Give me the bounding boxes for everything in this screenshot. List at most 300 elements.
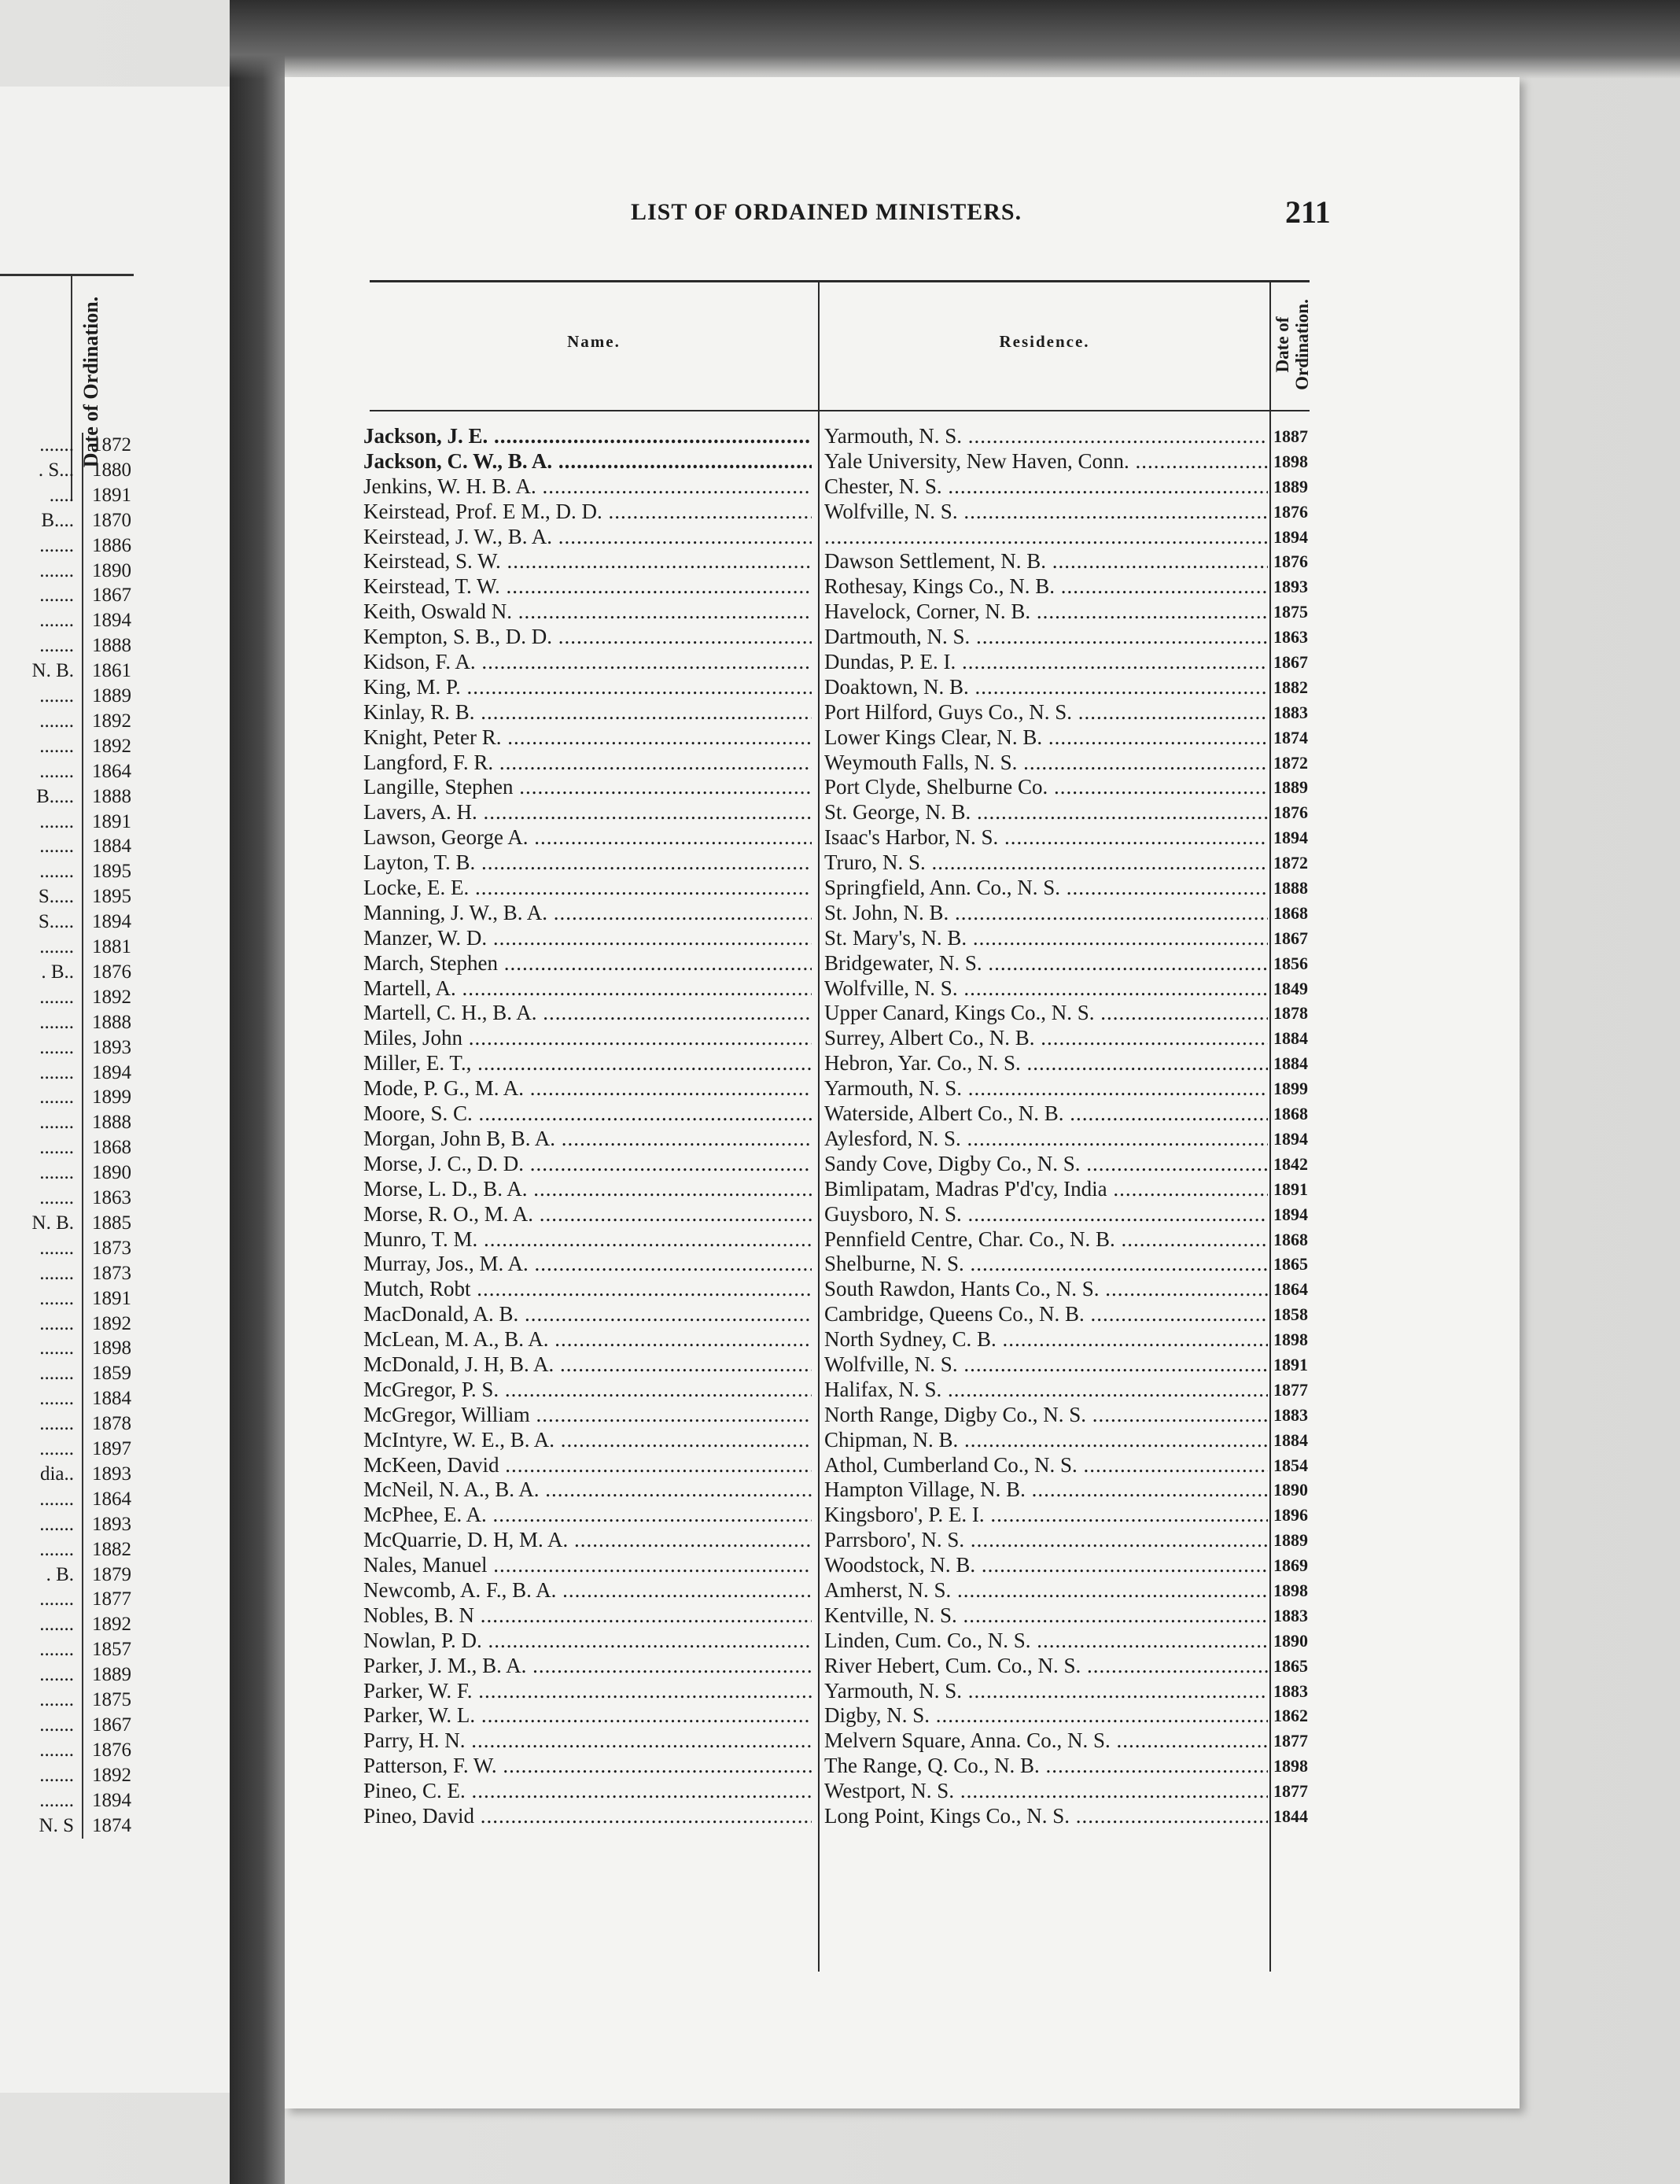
left-page-year: 1892	[82, 1763, 140, 1788]
left-page-fragment-text: .......	[39, 610, 74, 632]
ordination-date: 1877	[1273, 1379, 1308, 1400]
minister-residence: Halifax, N. S. .....	[824, 1378, 1268, 1402]
table-row	[363, 448, 1310, 474]
left-page-year: 1895	[82, 884, 140, 909]
table-row	[363, 599, 1310, 625]
minister-name: Patterson, F. W. .....	[363, 1754, 812, 1778]
table-row	[363, 1503, 1310, 1528]
minister-residence: Long Point, Kings Co., N. S. .....	[824, 1804, 1268, 1828]
left-page-row	[0, 1160, 138, 1186]
left-page-year: 1891	[82, 1286, 140, 1312]
left-page-fragment-text: .......	[39, 936, 74, 957]
minister-residence: Shelburne, N. S. .....	[824, 1252, 1268, 1276]
ordination-date: 1891	[1273, 1179, 1308, 1199]
table-row	[363, 925, 1310, 951]
minister-residence: Yale University, New Haven, Conn. .....	[824, 449, 1268, 474]
left-page-fragment-text: N. B.	[31, 1212, 74, 1234]
left-page-fragment-text: S.....	[38, 911, 74, 933]
left-page-year: 1864	[82, 759, 140, 784]
left-page-fragment-text: .......	[39, 434, 74, 456]
table-row	[363, 1377, 1310, 1403]
table-row	[363, 549, 1310, 574]
left-page-year: 1894	[82, 1788, 140, 1813]
left-page-fragment-text: . S...	[38, 459, 74, 481]
left-page-row	[0, 1537, 138, 1562]
ordination-date: 1876	[1273, 802, 1308, 823]
left-page-fragment-text: .......	[39, 635, 74, 657]
header-date-text: Date of Ordination.	[1273, 299, 1312, 390]
minister-name: Morse, R. O., M. A. .....	[363, 1202, 812, 1227]
minister-residence: Guysboro, N. S. .....	[824, 1202, 1268, 1227]
left-page-year: 1879	[82, 1562, 140, 1588]
ordination-date: 1890	[1273, 1630, 1308, 1651]
left-page-year: 1882	[82, 1537, 140, 1562]
minister-name: Morgan, John B, B. A. .....	[363, 1127, 812, 1151]
left-page-row	[0, 1662, 138, 1688]
table-row	[363, 1402, 1310, 1428]
ordination-date: 1899	[1273, 1079, 1308, 1099]
left-page-row	[0, 734, 138, 759]
left-page-fragment-text: .......	[39, 1538, 74, 1560]
left-page-year: 1891	[82, 810, 140, 835]
table-row	[363, 699, 1310, 725]
minister-name: Martell, A. .....	[363, 976, 812, 1001]
left-page-row	[0, 1085, 138, 1110]
left-page-row	[0, 884, 138, 909]
left-page-fragment-text: .......	[39, 1363, 74, 1385]
left-page-row	[0, 1637, 138, 1662]
minister-name: Pineo, C. E. .....	[363, 1779, 812, 1803]
table-row	[363, 1754, 1310, 1779]
header-date	[1271, 283, 1310, 409]
left-page-year: 1884	[82, 1386, 140, 1411]
minister-residence: South Rawdon, Hants Co., N. S. .....	[824, 1277, 1268, 1301]
left-page-fragment-text: .......	[39, 1639, 74, 1661]
minister-residence: Rothesay, Kings Co., N. B. .....	[824, 574, 1268, 599]
left-page-row	[0, 1713, 138, 1738]
minister-name: Kidson, F. A. .....	[363, 650, 812, 674]
left-page-row	[0, 985, 138, 1010]
left-page-year: 1893	[82, 1462, 140, 1487]
table-row	[363, 1628, 1310, 1654]
minister-residence: Cambridge, Queens Co., N. B. .....	[824, 1302, 1268, 1326]
ordination-date: 1849	[1273, 978, 1308, 998]
left-page-fragment-text: .......	[39, 986, 74, 1008]
minister-name: Keirstead, T. W. .....	[363, 574, 812, 599]
table-row	[363, 1227, 1310, 1252]
left-page-year: 1868	[82, 1135, 140, 1160]
ordination-date: 1844	[1273, 1806, 1308, 1826]
left-page-year: 1873	[82, 1236, 140, 1261]
left-page-year: 1874	[82, 1813, 140, 1839]
left-page-fragment-text: dia..	[39, 1463, 74, 1485]
left-page-year: 1867	[82, 583, 140, 608]
ordination-date: 1877	[1273, 1781, 1308, 1802]
ordination-date: 1869	[1273, 1555, 1308, 1576]
minister-name: March, Stephen .....	[363, 951, 812, 976]
left-page-year: 1892	[82, 734, 140, 759]
table-row	[363, 1553, 1310, 1578]
table-row	[363, 1252, 1310, 1277]
minister-residence: Parrsboro', N. S. .....	[824, 1528, 1268, 1552]
ordination-date: 1875	[1273, 602, 1308, 622]
left-page-year: 1892	[82, 709, 140, 734]
ordination-date: 1889	[1273, 777, 1308, 798]
left-page-row	[0, 608, 138, 633]
ordination-date: 1877	[1273, 1731, 1308, 1751]
left-page-fragment-text: .......	[39, 1413, 74, 1435]
ordination-date: 1858	[1273, 1304, 1308, 1325]
left-page-row	[0, 533, 138, 559]
minister-name: McQuarrie, D. H, M. A. .....	[363, 1528, 812, 1552]
left-page-row	[0, 483, 138, 508]
minister-name: Parker, W. F. .....	[363, 1679, 812, 1703]
table-row	[363, 1653, 1310, 1679]
minister-residence: Yarmouth, N. S. .....	[824, 424, 1268, 448]
ordination-date: 1883	[1273, 1605, 1308, 1625]
left-page-fragment-text: .......	[39, 1086, 74, 1109]
ordination-date: 1889	[1273, 1530, 1308, 1551]
left-page-year: 1897	[82, 1437, 140, 1462]
minister-name: Murray, Jos., M. A. .....	[363, 1252, 812, 1276]
ordination-date: 1898	[1273, 1756, 1308, 1776]
left-page-row	[0, 1261, 138, 1286]
ordination-date: 1894	[1273, 1128, 1308, 1149]
table-row	[363, 1151, 1310, 1177]
table-row	[363, 1703, 1310, 1728]
left-page-year: 1878	[82, 1411, 140, 1437]
minister-name: Pineo, David .....	[363, 1804, 812, 1828]
left-page-row	[0, 1312, 138, 1337]
ordination-date: 1867	[1273, 652, 1308, 673]
minister-residence: Springfield, Ann. Co., N. S. .....	[824, 876, 1268, 900]
table-row	[363, 1076, 1310, 1101]
ordination-date: 1872	[1273, 853, 1308, 873]
left-page-year: 1859	[82, 1361, 140, 1386]
left-page-year: 1863	[82, 1186, 140, 1211]
ordination-date: 1868	[1273, 1229, 1308, 1249]
left-page-row	[0, 1462, 138, 1487]
ordination-date: 1863	[1273, 627, 1308, 647]
book-gutter	[230, 0, 285, 2184]
left-page-row	[0, 1386, 138, 1411]
ordination-date: 1891	[1273, 1354, 1308, 1374]
minister-name: Moore, S. C. .....	[363, 1101, 812, 1126]
left-page-row	[0, 784, 138, 810]
minister-name: Parry, H. N. .....	[363, 1728, 812, 1753]
left-page-fragment-text: .......	[39, 735, 74, 757]
table-row	[363, 574, 1310, 599]
left-page-fragment-text: .......	[39, 836, 74, 858]
top-shadow	[230, 0, 1680, 79]
minister-residence: Truro, N. S. .....	[824, 850, 1268, 875]
left-page-fragment-text: .......	[39, 1011, 74, 1033]
minister-residence: Isaac's Harbor, N. S. .....	[824, 825, 1268, 850]
table-row	[363, 1327, 1310, 1352]
page-title: LIST OF ORDAINED MINISTERS.	[631, 199, 1022, 225]
minister-name: Nowlan, P. D. .....	[363, 1629, 812, 1653]
table-row	[363, 1176, 1310, 1202]
left-page-row	[0, 1763, 138, 1788]
left-page-fragment-text: .......	[39, 1739, 74, 1761]
left-page-fragment-text: .......	[39, 1664, 74, 1686]
left-page-row	[0, 1587, 138, 1612]
minister-name: Jenkins, W. H. B. A. .....	[363, 474, 812, 499]
left-page-fragment-text: .......	[39, 810, 74, 832]
ordination-date: 1876	[1273, 552, 1308, 572]
minister-residence: Lower Kings Clear, N. B. .....	[824, 725, 1268, 750]
minister-name: Nobles, B. N .....	[363, 1603, 812, 1628]
table-row	[363, 976, 1310, 1002]
table-row	[363, 1603, 1310, 1629]
left-page-fragment-text: N. S	[39, 1814, 74, 1836]
left-page-fragment-text: B....	[41, 509, 74, 531]
left-page-year: 1875	[82, 1688, 140, 1713]
minister-residence: St. John, N. B. .....	[824, 901, 1268, 925]
minister-name: Morse, J. C., D. D. .....	[363, 1152, 812, 1176]
left-page-year: 1884	[82, 834, 140, 859]
left-page-row	[0, 1411, 138, 1437]
ordination-date: 1883	[1273, 1680, 1308, 1701]
left-page-fragment-text: .......	[39, 1764, 74, 1786]
left-page-fragment-text: .......	[39, 710, 74, 732]
ordination-date: 1878	[1273, 1003, 1308, 1024]
minister-residence: Westport, N. S. .....	[824, 1779, 1268, 1803]
left-page-year: 1889	[82, 684, 140, 709]
ordination-date: 1865	[1273, 1655, 1308, 1676]
minister-residence: Digby, N. S. .....	[824, 1703, 1268, 1728]
table-row	[363, 474, 1310, 500]
left-page-row	[0, 433, 138, 458]
page	[285, 77, 1520, 2108]
left-page-year: 1891	[82, 483, 140, 508]
minister-name: McDonald, J. H, B. A. .....	[363, 1352, 812, 1377]
left-page-fragment-text: .......	[39, 1714, 74, 1736]
left-page-year: 1892	[82, 985, 140, 1010]
left-page-fragment	[0, 87, 233, 2093]
left-page-year: 1889	[82, 1662, 140, 1688]
minister-residence: Amherst, N. S. .....	[824, 1578, 1268, 1603]
left-page-row	[0, 859, 138, 884]
minister-name: Keirstead, Prof. E M., D. D. .....	[363, 500, 812, 524]
left-page-year: 1893	[82, 1512, 140, 1537]
left-page-fragment-text: .......	[39, 1162, 74, 1184]
left-page-fragment-text: N. B.	[31, 660, 74, 682]
ordination-date: 1898	[1273, 451, 1308, 471]
table-row	[363, 1101, 1310, 1127]
table-row	[363, 1779, 1310, 1804]
minister-name: Locke, E. E. .....	[363, 876, 812, 900]
minister-residence: Chipman, N. B. .....	[824, 1428, 1268, 1452]
minister-residence: Waterside, Albert Co., N. B. .....	[824, 1101, 1268, 1126]
ordination-date: 1872	[1273, 752, 1308, 773]
table-row	[363, 876, 1310, 901]
minister-residence: Bridgewater, N. S. .....	[824, 951, 1268, 976]
minister-name: Parker, W. L. .....	[363, 1703, 812, 1728]
left-page-year: 1876	[82, 960, 140, 985]
minister-name: Nales, Manuel .....	[363, 1553, 812, 1577]
ordination-date: 1842	[1273, 1153, 1308, 1174]
table-row	[363, 1678, 1310, 1704]
left-page-row	[0, 1487, 138, 1512]
left-page-year: 1867	[82, 1713, 140, 1738]
left-page-row	[0, 583, 138, 608]
minister-name: McPhee, E. A. .....	[363, 1503, 812, 1527]
left-page-row	[0, 1437, 138, 1462]
ordination-date: 1867	[1273, 928, 1308, 948]
minister-name: McGregor, P. S. .....	[363, 1378, 812, 1402]
left-page-row	[0, 960, 138, 985]
table-row	[363, 1803, 1310, 1829]
left-page-year: 1872	[82, 433, 140, 458]
left-page-fragment-text: .......	[39, 1112, 74, 1134]
table-row	[363, 850, 1310, 876]
left-page-row	[0, 559, 138, 584]
left-page-fragment-text: .......	[39, 1337, 74, 1359]
minister-name: Miles, John .....	[363, 1026, 812, 1050]
left-page-fragment-text: .......	[39, 585, 74, 607]
left-page-year: 1861	[82, 659, 140, 684]
minister-residence: Bimlipatam, Madras P'd'cy, India .....	[824, 1177, 1268, 1201]
minister-residence: St. George, N. B. .....	[824, 800, 1268, 825]
table-row	[363, 650, 1310, 675]
table-row	[363, 1026, 1310, 1051]
left-page-year: 1893	[82, 1035, 140, 1061]
left-page-row	[0, 709, 138, 734]
minister-name: Keirstead, S. W. .....	[363, 549, 812, 574]
left-page-year: 1888	[82, 633, 140, 659]
ordination-date: 1884	[1273, 1028, 1308, 1049]
minister-name: Manzer, W. D. .....	[363, 926, 812, 950]
left-page-year: 1873	[82, 1261, 140, 1286]
ordination-date: 1889	[1273, 476, 1308, 496]
left-page-fragment-text: .......	[39, 1614, 74, 1636]
table-row	[363, 800, 1310, 825]
ordination-date: 1894	[1273, 526, 1308, 547]
table-row	[363, 775, 1310, 800]
ordination-date: 1888	[1273, 878, 1308, 898]
left-page-row	[0, 1286, 138, 1312]
minister-residence: Melvern Square, Anna. Co., N. S. .....	[824, 1728, 1268, 1753]
minister-name: Langford, F. R. .....	[363, 751, 812, 775]
table-row	[363, 424, 1310, 449]
minister-residence: Pennfield Centre, Char. Co., N. B. .....	[824, 1227, 1268, 1252]
minister-residence	[824, 525, 1268, 549]
table-row	[363, 725, 1310, 751]
ordination-date: 1874	[1273, 727, 1308, 747]
left-page-year: 1894	[82, 909, 140, 935]
left-page-row	[0, 1688, 138, 1713]
minister-name: Kinlay, R. B. .....	[363, 700, 812, 725]
left-page-row	[0, 1035, 138, 1061]
minister-residence: The Range, Q. Co., N. B. .....	[824, 1754, 1268, 1778]
minister-name: MacDonald, A. B. .....	[363, 1302, 812, 1326]
minister-name: Lavers, A. H. .....	[363, 800, 812, 825]
table-row	[363, 1001, 1310, 1026]
left-page-year: 1885	[82, 1211, 140, 1236]
minister-residence: North Range, Digby Co., N. S. .....	[824, 1403, 1268, 1427]
minister-name: Jackson, C. W., B. A. .....	[363, 449, 812, 474]
ordination-date: 1865	[1273, 1254, 1308, 1275]
left-page-year: 1880	[82, 458, 140, 483]
minister-residence: Hampton Village, N. B. .....	[824, 1478, 1268, 1502]
ordination-date: 1890	[1273, 1480, 1308, 1500]
ordination-date: 1896	[1273, 1505, 1308, 1525]
left-page-row	[0, 1361, 138, 1386]
left-page-row	[0, 810, 138, 835]
minister-name: McNeil, N. A., B. A. .....	[363, 1478, 812, 1502]
left-page-fragment-text: .......	[39, 685, 74, 706]
left-page-fragment-text: . B..	[41, 961, 74, 983]
left-page-fragment-text: .......	[39, 1438, 74, 1459]
left-page-year: 1888	[82, 784, 140, 810]
minister-residence: St. Mary's, N. B. .....	[824, 926, 1268, 950]
table-header-rule	[370, 410, 1310, 411]
left-page-year: 1888	[82, 1010, 140, 1035]
minister-name: Jackson, J. E. .....	[363, 424, 812, 448]
minister-residence: Hebron, Yar. Co., N. S. .....	[824, 1051, 1268, 1075]
table-row	[363, 524, 1310, 550]
left-page-row	[0, 1211, 138, 1236]
left-page-fragment-text: . B.	[46, 1563, 74, 1585]
minister-name: Newcomb, A. F., B. A. .....	[363, 1578, 812, 1603]
table-row	[363, 750, 1310, 776]
minister-name: Munro, T. M. .....	[363, 1227, 812, 1252]
minister-name: Lawson, George A. .....	[363, 825, 812, 850]
left-page-row	[0, 935, 138, 960]
table-row	[363, 1352, 1310, 1378]
left-page-year: 1888	[82, 1110, 140, 1135]
minister-name: Knight, Peter R. .....	[363, 725, 812, 750]
minister-residence: Upper Canard, Kings Co., N. S. .....	[824, 1001, 1268, 1025]
minister-residence: Sandy Cove, Digby Co., N. S. .....	[824, 1152, 1268, 1176]
left-page-year: 1857	[82, 1637, 140, 1662]
left-page-year: 1899	[82, 1085, 140, 1110]
ordination-date: 1876	[1273, 501, 1308, 522]
left-page-row	[0, 458, 138, 483]
left-page-year: 1886	[82, 533, 140, 559]
left-page-row	[0, 1738, 138, 1763]
minister-residence: Weymouth Falls, N. S. .....	[824, 751, 1268, 775]
minister-residence: Havelock, Corner, N. B. .....	[824, 599, 1268, 624]
minister-name: Manning, J. W., B. A. .....	[363, 901, 812, 925]
ordination-date: 1894	[1273, 828, 1308, 848]
ordination-date: 1887	[1273, 426, 1308, 446]
table-row	[363, 900, 1310, 926]
left-page-fragment-text: .......	[39, 534, 74, 556]
minister-name: Parker, J. M., B. A. .....	[363, 1654, 812, 1678]
ordination-date: 1884	[1273, 1430, 1308, 1450]
table-row	[363, 1051, 1310, 1076]
left-page-year: 1892	[82, 1612, 140, 1637]
minister-name: Martell, C. H., B. A. .....	[363, 1001, 812, 1025]
minister-residence: River Hebert, Cum. Co., N. S. .....	[824, 1654, 1268, 1678]
left-page-row	[0, 1110, 138, 1135]
table-row	[363, 1277, 1310, 1302]
left-page-fragment-text: .......	[39, 1187, 74, 1208]
ordination-date: 1856	[1273, 953, 1308, 973]
ordination-date: 1864	[1273, 1279, 1308, 1300]
minister-name: McKeen, David .....	[363, 1453, 812, 1478]
minister-residence: Linden, Cum. Co., N. S. .....	[824, 1629, 1268, 1653]
ordination-date: 1884	[1273, 1053, 1308, 1074]
minister-name: McGregor, William .....	[363, 1403, 812, 1427]
table-row	[363, 1728, 1310, 1754]
left-page-fragment-text: .......	[39, 1513, 74, 1535]
minister-residence: Doaktown, N. B. .....	[824, 675, 1268, 699]
table-row	[363, 625, 1310, 650]
minister-residence: North Sydney, C. B. .....	[824, 1327, 1268, 1352]
